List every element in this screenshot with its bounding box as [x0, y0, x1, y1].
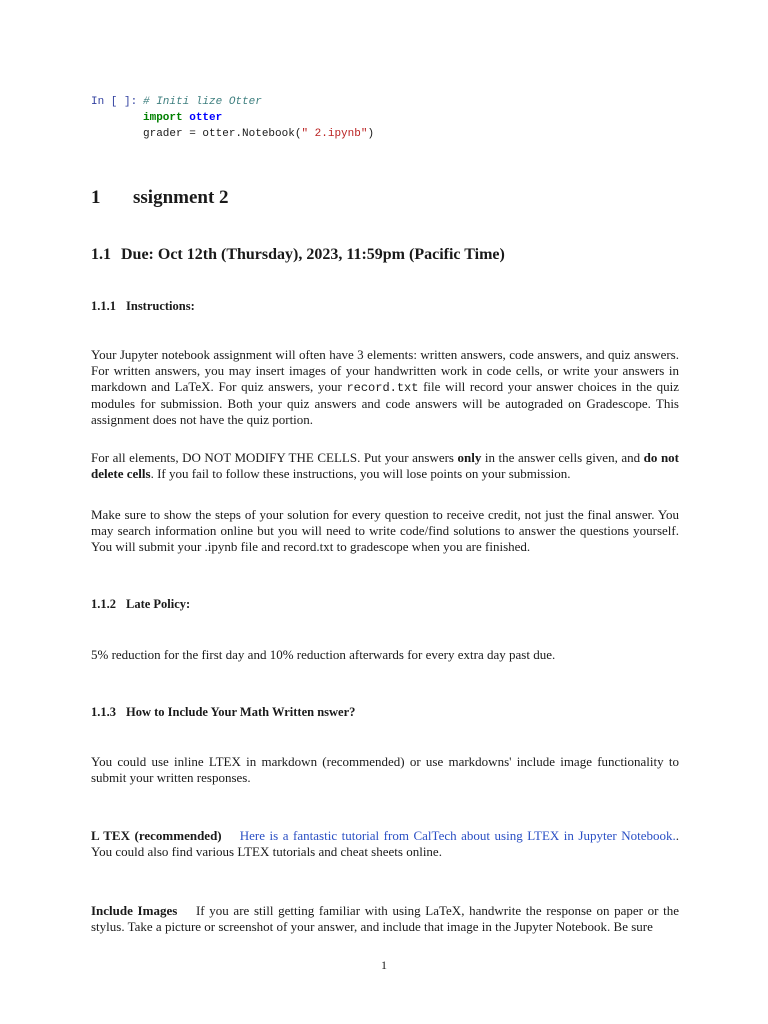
section-number: 1.1.1	[91, 299, 116, 313]
late-policy-heading	[91, 597, 190, 612]
text: . If you fail to follow these instructions, you will lose points on your submission.	[150, 466, 571, 481]
inline-code: record.txt	[346, 381, 419, 395]
bold-text: do not delete cells	[91, 450, 679, 481]
code-string: " 2.ipynb"	[301, 128, 368, 140]
cell-prompt: In [ ]:	[91, 96, 138, 108]
bold-text: only	[457, 450, 482, 465]
instructions-paragraph-2	[91, 450, 679, 482]
page-number: 1	[381, 958, 387, 972]
section-number: 1.1.2	[91, 597, 116, 611]
latex-paragraph	[91, 828, 679, 860]
instructions-paragraph-3	[91, 507, 679, 555]
section-title: Late Policy:	[126, 597, 191, 611]
code-comment: # Initi lize Otter	[143, 96, 262, 108]
text: If you are still getting familiar with using LaTeX, handwrite the response on paper or the stylus. Take a picture or screenshot of your answer, and include that image in the Jupyter Notebook. Be sure	[91, 903, 680, 934]
text: . You could also find various LTEX tutorials and cheat sheets online.	[91, 828, 680, 859]
instructions-paragraph-1	[91, 347, 679, 428]
section-title: ssignment 2	[133, 187, 229, 208]
section-number: 1	[91, 187, 101, 208]
due-date-heading	[91, 246, 505, 264]
math-answer-heading	[91, 705, 355, 720]
latex-tutorial-link[interactable]: Here is a fantastic tutorial from CalTech about using LTEX in Jupyter Notebook.	[239, 828, 676, 843]
text: Make sure to show the steps of your solution for every question to receive credit, not just the final answer. You may search information online but you will need to write code/find solutions to answer the questions yourself. You will submit your .ipynb file and record.txt to gradescope when you are finished.	[91, 507, 679, 554]
code-cell[interactable]	[91, 94, 374, 142]
code-text: grader = otter.Notebook(	[143, 128, 302, 140]
instructions-heading	[91, 299, 195, 314]
text: You could use inline LTEX in markdown (recommended) or use markdowns' include image functionality to submit your written responses.	[91, 754, 679, 785]
code-text-end: )	[367, 128, 375, 140]
late-policy-text	[91, 647, 679, 663]
text: in the answer cells given, and	[481, 450, 644, 465]
text: file will record your answer choices in the quiz modules for submission. Both your quiz answers and code answers will be autograded on Gradescope. This assignment does not have the quiz portion.	[91, 379, 680, 427]
latex-label: L TEX (recommended)	[91, 828, 222, 843]
section-title: Instructions:	[126, 299, 195, 313]
section-number: 1.1.3	[91, 705, 116, 719]
section-number: 1.1	[91, 246, 111, 263]
math-answer-text	[91, 754, 679, 786]
text: For all elements, DO NOT MODIFY THE CELLS. Put your answers	[91, 450, 458, 465]
section-title: Due: Oct 12th (Thursday), 2023, 11:59pm (Pacific Time)	[121, 246, 505, 263]
code-keyword: import	[143, 112, 183, 124]
text: 5% reduction for the first day and 10% reduction afterwards for every extra day past due.	[91, 647, 556, 662]
section-title: How to Include Your Math Written nswer?	[126, 705, 356, 719]
page-title	[91, 187, 229, 209]
include-images-paragraph	[91, 903, 679, 935]
include-images-label: Include Images	[91, 903, 178, 918]
code-module: otter	[189, 112, 223, 124]
text: Your Jupyter notebook assignment will often have 3 elements: written answers, code answers, and quiz answers. For written answers, you may insert images of your handwritten work in code cells, or write your answers in markdown and LaTeX. For quiz answers, your	[91, 347, 679, 394]
